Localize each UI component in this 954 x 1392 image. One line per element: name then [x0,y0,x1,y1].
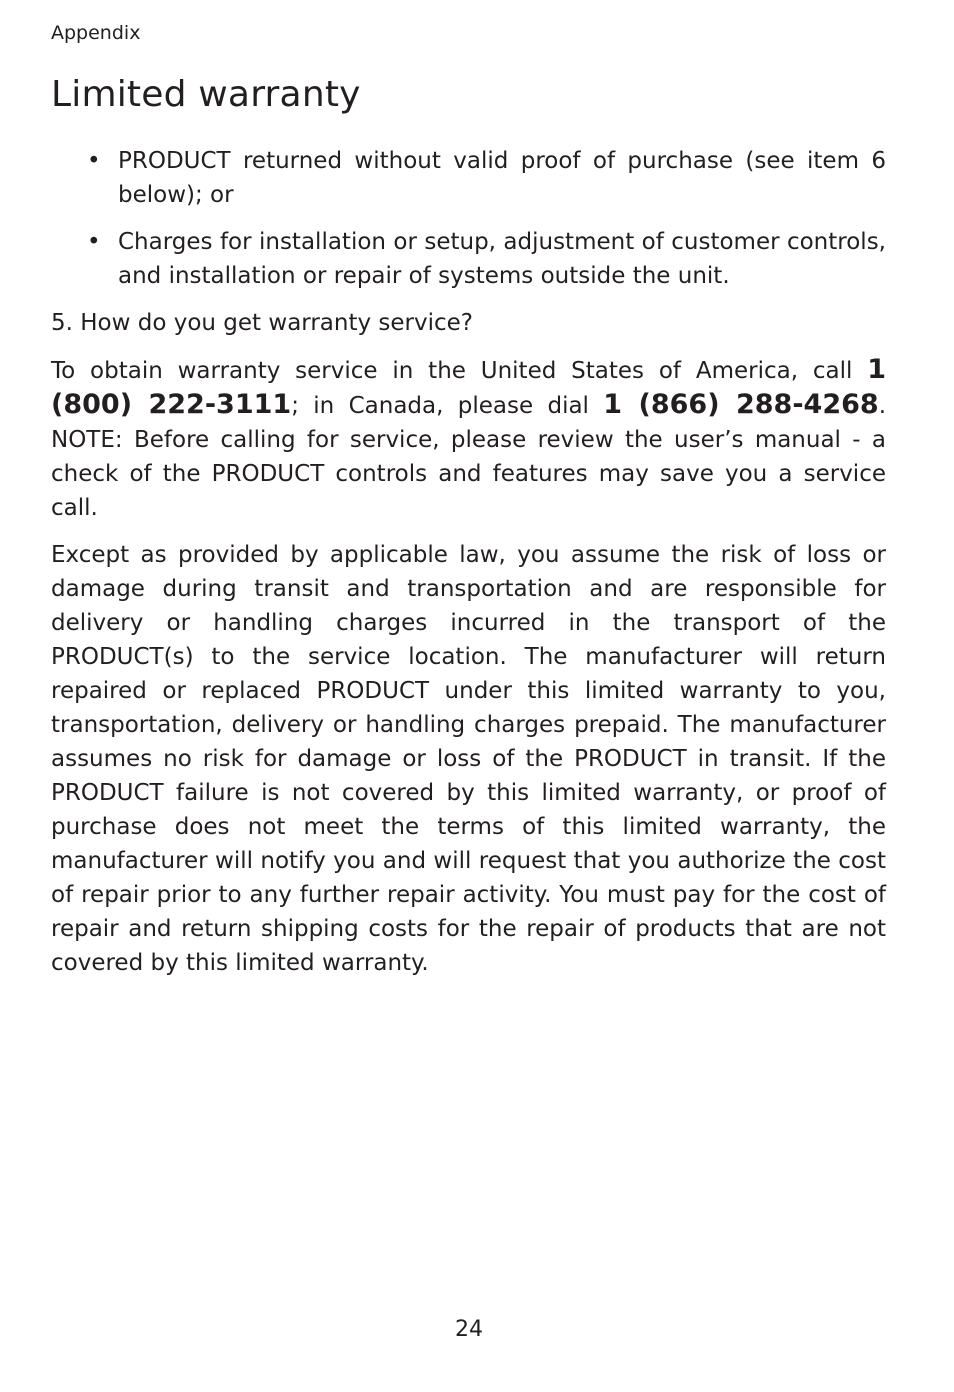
canada-phone-number: 1 (866) 288-4268 [603,389,879,420]
service-paragraph [51,353,886,525]
service-end: . [878,393,886,419]
list-item-text: Charges for installation or setup, adjustment of customer controls, and installation or repair of systems outside the unit. [118,229,886,289]
page-title: Limited warranty [51,74,361,115]
bullet-icon: • [87,148,101,174]
canada-text: ; in Canada, please dial [291,393,589,419]
exclusion-list [51,144,886,293]
list-item-text: PRODUCT returned without valid proof of purchase (see item 6 below); or [118,148,886,208]
section-label: Appendix [51,22,141,44]
service-note: NOTE: Before calling for service, please review the user’s manual - a check of the PRODUCT controls and features may save you a service call. [51,427,886,521]
list-item [51,144,886,212]
bullet-icon: • [87,229,101,255]
risk-paragraph: Except as provided by applicable law, you assume the risk of loss or damage during transit and transportation and are responsible for delivery or handling charges incurred in the transport of the PRODUCT(s) to the service location. The manufacturer will return repaired or replaced PRODUCT under this limited warranty to you, transportation, delivery or handling charges prepaid. The manufacturer assumes no risk for damage or loss of the PRODUCT in transit. If the PRODUCT failure is not covered by this limited warranty, or proof of purchase does not meet the terms of this limited warranty, the manufacturer will notify you and will request that you authorize the cost of repair prior to any further repair activity. You must pay for the cost of repair and return shipping costs for the repair of products that are not covered by this limited warranty. [51,542,886,976]
warranty-content [51,144,886,993]
us-phone-number: 1 (800) 222-3111 [51,354,886,420]
page-number: 24 [455,1317,483,1342]
section-question: 5. How do you get warranty service? [51,310,473,336]
service-intro: To obtain warranty service in the United States of America, call [51,358,853,384]
list-item [51,225,886,293]
